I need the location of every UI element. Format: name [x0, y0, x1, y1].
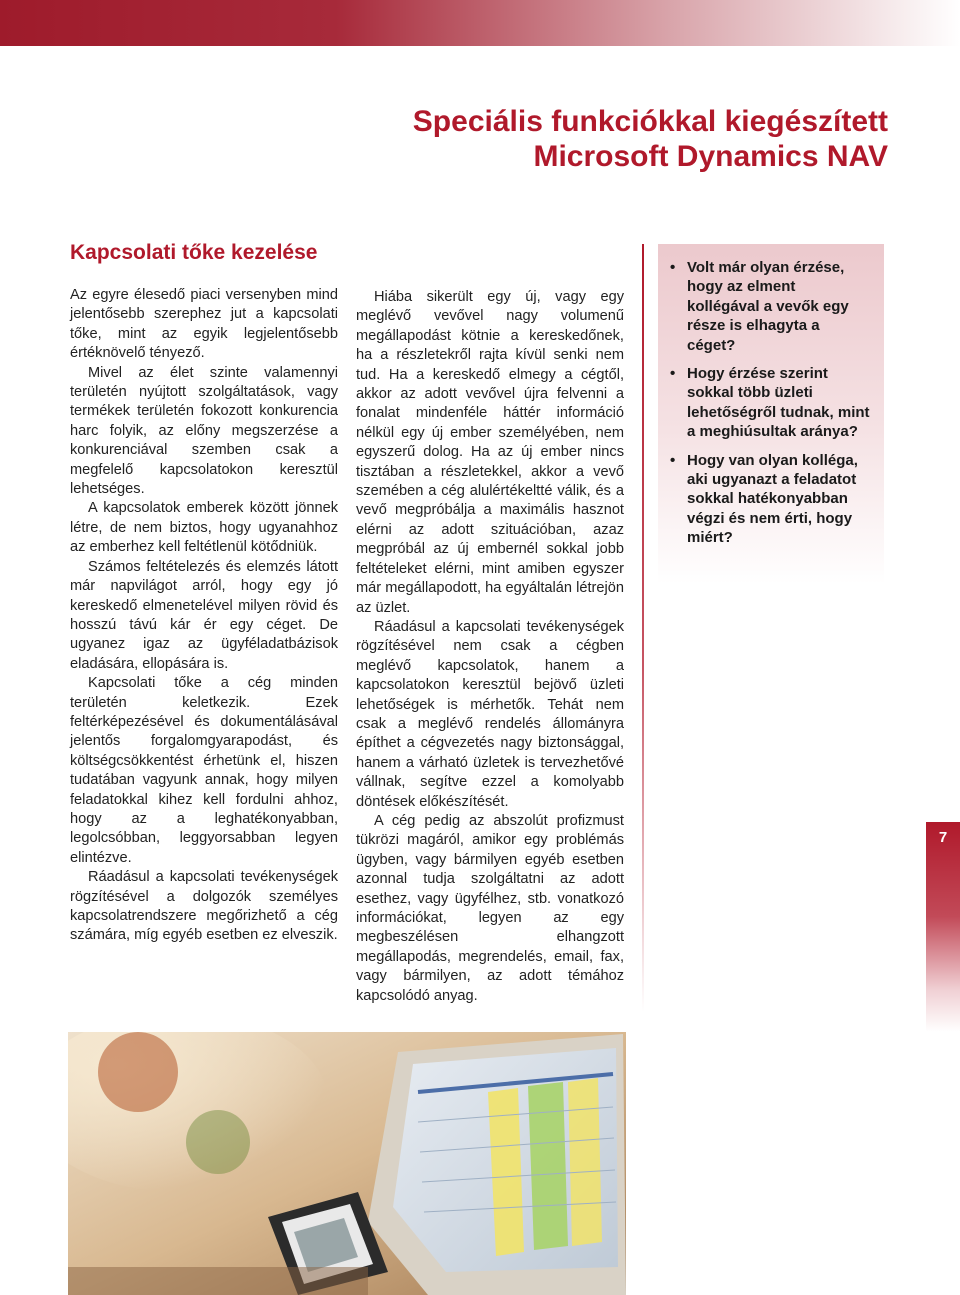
paragraph: Hiába sikerült egy új, vagy egy meglévő vevővel nagy volumenű megállapodást kötnie a kereskedőnek, ha a részletekről rajta kívül senki nem tud. Ha a kereskedő elmegy a cégtől, akkor az adott vevővel újra felvenni a fonalat mindenféle háttér információ nélkül egy új ember személyében, nem egyszerű dolog. Ha az új ember nincs tisztában a részletekkel, akkor a vevő szemében a cég alulértékeltté válik, és a vevő megpróbálja a maximális hasznot elérni az adott szituációban, azaz megpróbál az új embernél sokkal jobb feltételeket elérni, mint amiben egyszer már megállapodott, ha egyáltalán létrejön az üzlet.: [356, 289, 624, 616]
page-number: 7: [938, 829, 948, 846]
paragraph: Ráadásul a kapcsolati tevékenységek rögzítésével a dolgozók személyes kapcsolatrendszere megőrizhető a cég számára, míg egyéb esetben ez elveszik.: [70, 869, 338, 944]
paragraph: Kapcsolati tőke a cég minden területén keletkezik. Ezek feltérképezésével és dokumentálásával jelentős forgalomgyarapodást, és költségcsökkentést érhetünk el, hiszen tudatában vagyunk annak, hogy milyen feladatokkal kihez kell fordulni ahhoz, hogy az a leghatékonyabban, legolcsóbban, leggyorsabban legyen elintézve.: [70, 675, 338, 866]
page-title-line-1: Speciális funkciókkal kiegészített: [412, 105, 888, 138]
question-item: • Hogy van olyan kolléga, aki ugyanazt a feladatot sokkal hatékonyabban végzi és nem érti, hogy miért?: [670, 451, 872, 548]
office-photo: [68, 1032, 626, 1295]
question-sidebar: [658, 244, 884, 584]
page-title: [288, 104, 888, 174]
header-color-bar: [0, 0, 960, 46]
section-heading: Kapcsolati tőke kezelése: [70, 241, 318, 264]
paragraph: Számos feltételezés és elemzés látott már napvilágot arról, hogy egy jó kereskedő elmenetelével milyen rövid és hosszú távú kár ér egy céget. De ugyanez igaz az ügyféladatbázisok eladására, ellopására is.: [70, 558, 338, 672]
text-column-2: [356, 288, 624, 1006]
page-number-tab: [926, 822, 960, 1032]
paragraph: Az egyre élesedő piaci versenyben mind jelentősebb szerephez jut a kapcsolati tőke, mint az egyik legjelentősebb értéknövelő tényező.: [70, 287, 338, 362]
paragraph: Ráadásul a kapcsolati tevékenységek rögzítésével nem csak a cégben meglévő kapcsolatok, hanem a kapcsolatokon keresztül bejövő üzleti lehetőségek is mérhetők. Tehát nem csak a meglévő rendelés állományra építhet a cégvezetés nagy biztonsággal, hanem a várható üzletek is tervezhetővé vállnak, segítve ezzel a komolyabb döntések előkészítését.: [356, 618, 624, 810]
paragraph: A cég pedig az abszolút profizmust tükrözi magáról, amikor egy problémás ügyben, vagy bármilyen egyéb esetben azonnal tudja szolgáltatni az adott esethez, vagy ügyfélhez, stb. vonatkozó információkat, legyen az egy megbeszélésen elhangzott megállapodás, megrendelés, email, fax, vagy bármilyen, az adott témához kapcsolódó anyag.: [356, 812, 624, 1004]
question-item: • Volt már olyan érzése, hogy az elment kollégával a vevők egy része is elhagyta a céget?: [670, 258, 872, 355]
question-item: • Hogy érzése szerint sokkal több üzleti lehetőségről tudnak, mint a meghiúsultak aránya?: [670, 364, 872, 442]
text-column-1: [70, 286, 338, 946]
paragraph: Mivel az élet szinte valamennyi területén nyújtott szolgáltatások, vagy termékek területén fokozott konkurencia harc folyik, az előny megszerzése a konkurenciával szemben csak a megfelelő kapcsolatokon keresztül lehetséges.: [70, 364, 338, 498]
question-list: [658, 244, 884, 548]
column-divider: [642, 244, 644, 1012]
page-title-line-2: Microsoft Dynamics NAV: [533, 140, 888, 173]
paragraph: A kapcsolatok emberek között jönnek létre, de nem biztos, hogy ugyanahhoz az emberhez kell feltétlenül kötődniük.: [70, 500, 338, 556]
office-photo-illustration: [68, 1032, 626, 1295]
